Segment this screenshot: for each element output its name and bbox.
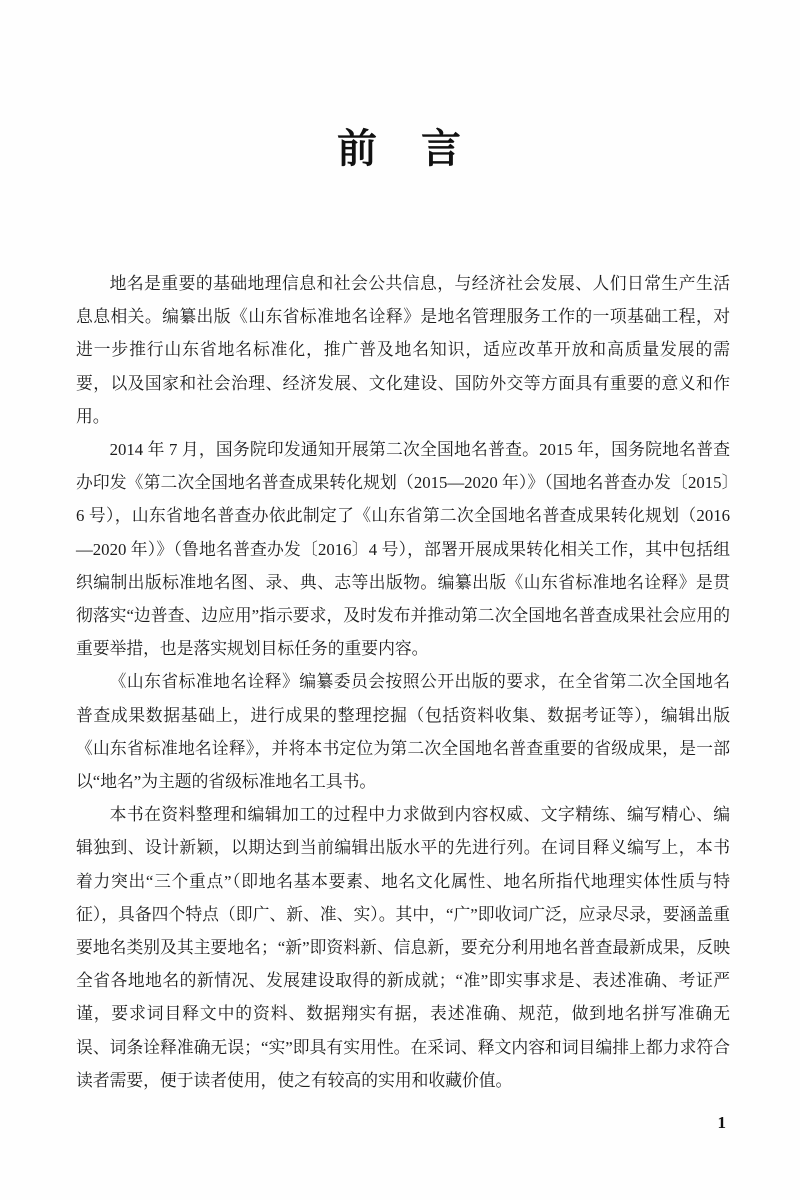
preface-paragraph-1: 地名是重要的基础地理信息和社会公共信息，与经济社会发展、人们日常生产生活息息相关。编纂出版《山东省标准地名诠释》是地名管理服务工作的一项基础工程，对进一步推行山东省地名标准化，推广普及地名知识，适应改革开放和高质量发展的需要，以及国家和社会治理、经济发展、文化建设、国防外交等方面具有重要的意义和作用。 [76, 274, 730, 426]
preface-paragraph-2: 2014 年 7 月，国务院印发通知开展第二次全国地名普查。2015 年，国务院地名普查办印发《第二次全国地名普查成果转化规划（2015—2020 年）》（国地名普查办发〔2015〕6 号），山东省地名普查办依此制定了《山东省第二次全国地名普查成果转化规划（2016—2020 年）》（鲁地名普查办发〔2016〕4 号），部署开展成果转化相关工作，其中包括组织编制出版标准地名图、录、典、志等出版物。编纂出版《山东省标准地名诠释》是贯彻落实“边普查、边应用”指示要求，及时发布并推动第二次全国地名普查成果社会应用的重要举措，也是落实规划目标任务的重要内容。 [76, 440, 730, 659]
preface-paragraph-4: 本书在资料整理和编辑加工的过程中力求做到内容权威、文字精练、编写精心、编辑独到、设计新颖，以期达到当前编辑出版水平的先进行列。在词目释义编写上，本书着力突出“三个重点”（即地名基本要素、地名文化属性、地名所指代地理实体性质与特征），具备四个特点（即广、新、准、实）。其中，“广”即收词广泛，应录尽录，要涵盖重要地名类别及其主要地名；“新”即资料新、信息新，要充分利用地名普查最新成果，反映全省各地地名的新情况、发展建设取得的新成就；“准”即实事求是、表述准确、考证严谨，要求词目释文中的资料、数据翔实有据，表述准确、规范，做到地名拼写准确无误、词条诠释准确无误；“实”即具有实用性。在采词、释文内容和词目编排上都力求符合读者需要，便于读者使用，使之有较高的实用和收藏价值。 [76, 805, 730, 1090]
preface-body [76, 267, 730, 1097]
page-title: 前 言 [337, 126, 463, 171]
preface-paragraph-3: 《山东省标准地名诠释》编纂委员会按照公开出版的要求，在全省第二次全国地名普查成果数据基础上，进行成果的整理挖掘（包括资料收集、数据考证等），编辑出版《山东省标准地名诠释》，并将本书定位为第二次全国地名普查重要的省级成果，是一部以“地名”为主题的省级标准地名工具书。 [76, 672, 730, 792]
page-number: 1 [717, 1113, 726, 1132]
